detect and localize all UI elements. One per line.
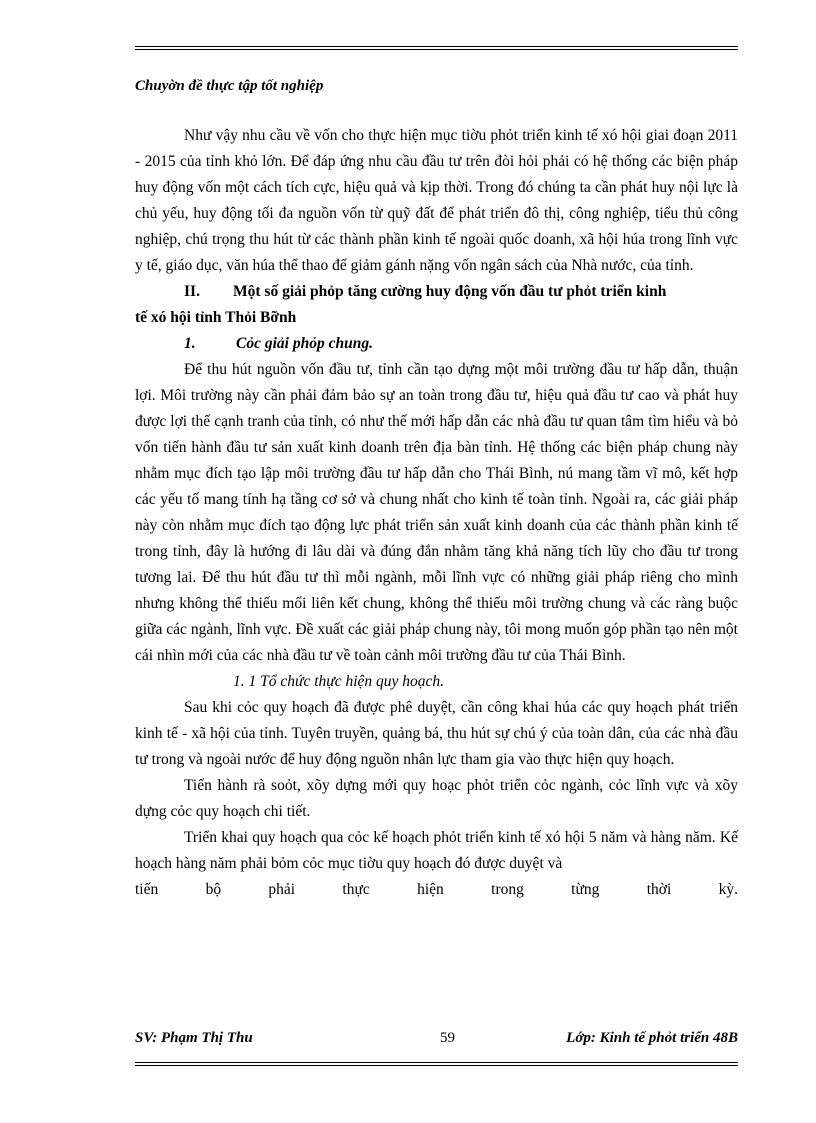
footer-student-name: SV: Phạm Thị Thu xyxy=(135,1030,253,1046)
page-footer xyxy=(135,1030,738,1052)
subsection-heading-1 xyxy=(135,331,738,357)
page-number: 59 xyxy=(440,1030,455,1046)
page-header-title: Chuyờn đề thực tập tốt nghiệp xyxy=(135,78,324,94)
paragraph-3: Sau khi cỏc quy hoạch đã được phê duyệt, cần công khai húa các quy hoạch phát triển kinh tế - xã hội của tỉnh. Tuyên truyền, quảng bá, thu hút sự chú ý của toàn dân, của các nhà đầu tư trong và ngoài nước để huy động nguồn nhân lực tham gia vào thực hiện quy hoạch. xyxy=(135,699,738,768)
section-heading-2 xyxy=(135,279,738,331)
subsection-title: Cỏc giải phỏp chung. xyxy=(236,335,373,352)
paragraph-4: Tiến hành rà soỏt, xõy dựng mới quy hoạc phỏt triển cỏc ngành, cỏc lĩnh vực và xõy dựng cỏc quy hoạch chi tiết. xyxy=(135,777,738,820)
subsection-number: 1. xyxy=(184,335,196,352)
paragraph-2: Để thu hút nguồn vốn đầu tư, tỉnh cần tạo dựng một môi trường đầu tư hấp dẫn, thuận lợi. Môi trường này cần phải đảm bảo sự an toàn trong đầu tư, hiệu quả đầu tư cao và phát huy được lợi thế cạnh tranh của tỉnh, có như thế mới hấp dẫn các nhà đầu tư quan tâm tìm hiểu và bỏ vốn tiến hành đầu tư sản xuất kinh doanh trên địa bàn tỉnh. Hệ thống các biện pháp chung này nhằm mục đích tạo lập môi trường đầu tư hấp dẫn cho Thái Bình, nú mang tầm vĩ mô, kết hợp các yếu tố mang tính hạ tầng cơ sở và chung nhất cho kinh tế toàn tỉnh. Ngoài ra, các giải pháp này còn nhằm mục đích tạo động lực phát triển sản xuất kinh doanh của các thành phần kinh tế trong tỉnh, đây là hướng đi lâu dài và đúng đắn nhằm tăng khả năng tích lũy cho đầu tư trong tương lai. Để thu hút đầu tư thì mỗi ngành, mỗi lĩnh vực có những giải pháp riêng cho mình nhưng không thể thiếu mối liên kết chung, không thể thiếu môi trường chung và các ràng buộc giữa các ngành, lĩnh vực. Đề xuất các giải pháp chung này, tôi mong muốn góp phần tạo nên một cái nhìn mới của các nhà đầu tư về toàn cảnh môi trường đầu tư của Thái Bình. xyxy=(135,361,738,664)
footer-rule xyxy=(135,1062,738,1066)
section-title-line-2: tế xó hội tỉnh Thỏi Bỡnh xyxy=(135,309,297,326)
footer-class-name: Lớp: Kinh tế phỏt triển 48B xyxy=(566,1030,738,1046)
paragraph-5: Triển khai quy hoạch qua cỏc kế hoạch phỏt triển kinh tế xó hội 5 năm và hàng năm. Kế hoạch hàng năm phải bỏm cỏc mục tiờu quy hoạch đó được duyệt và xyxy=(135,829,738,872)
header-rule xyxy=(135,46,738,50)
subsection-heading-1-1: 1. 1 Tổ chức thực hiện quy hoạch. xyxy=(233,673,445,690)
paragraph-5-last-line: tiến bộ phải thực hiện trong từng thời kỳ. xyxy=(135,881,738,898)
document-body xyxy=(135,123,738,903)
section-number: II. xyxy=(184,283,200,300)
section-title-line-1: Một số giải phỏp tăng cường huy động vốn đầu tư phỏt triển kinh xyxy=(233,283,667,300)
paragraph-1: Như vậy nhu cầu về vốn cho thực hiện mục tiờu phỏt triển kinh tế xó hội giai đoạn 2011 - 2015 của tỉnh khỏ lớn. Để đáp ứng nhu cầu đầu tư trên đòi hỏi phải có hệ thống các biện pháp huy động vốn một cách tích cực, hiệu quả và kịp thời. Trong đó chúng ta cần phát huy nội lực là chủ yếu, huy động tối đa nguồn vốn từ quỹ đất để phát triển đô thị, công nghiệp, tiểu thủ công nghiệp, chú trọng thu hút từ các thành phần kinh tế ngoài quốc doanh, xã hội húa trong lĩnh vực y tế, giáo dục, văn húa thể thao để giảm gánh nặng vốn ngân sách của Nhà nước, của tỉnh. xyxy=(135,127,738,274)
